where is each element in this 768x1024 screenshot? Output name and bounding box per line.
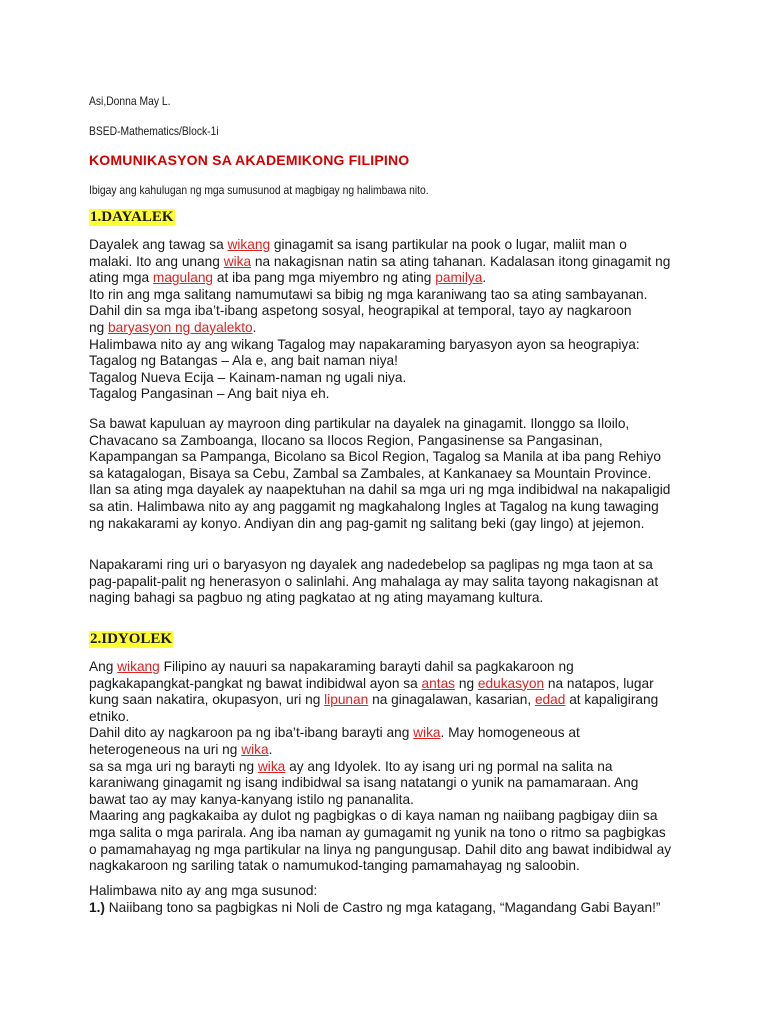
text-line: Ilan sa ating mga dayalek ay naapektuhan na dahil sa mga uri ng mga indibidwal na nakapaligid xyxy=(89,482,671,498)
wikang-link[interactable]: wikang xyxy=(227,237,271,252)
text-line: Tagalog Pangasinan – Ang bait niya eh. xyxy=(89,386,330,402)
text-line: o pamamahayag ng mga partikular na linya ng pangungusap. Dahil dito ang bawat indibidwal ay xyxy=(89,841,672,857)
text-line: Napakarami ring uri o baryasyon ng dayalek ang nadedebelop sa paglipas ng mga taon at sa xyxy=(89,557,653,572)
text-line: Halimbawa nito ay ang wikang Tagalog may napakaraming baryasyon ayon sa heograpiya: xyxy=(89,336,640,352)
text-line: Chavacano sa Zamboanga, Ilocano sa Ilocos Region, Pangasinense sa Pangasinan, xyxy=(89,432,603,448)
text-line: ng nakakarami ay konyo. Andiyan din ang pag-gamit ng salitang beki (gay lingo) at jejemon. xyxy=(89,515,645,531)
text-line: Kapampangan sa Pampanga, Bicolano sa Bicol Region, Tagalog sa Manila at iba pang Rehiyo xyxy=(89,449,661,465)
wika-link[interactable]: wika xyxy=(223,253,252,269)
text-line: kung saan nakatira, okupasyon, uri ng lipunan na ginagalawan, kasarian, edad at kapaligirang xyxy=(89,692,659,708)
heading-highlight: 1.DAYALEK xyxy=(90,209,174,225)
section-heading-dayalek xyxy=(89,208,175,226)
dayalek-paragraph-2 xyxy=(89,416,689,532)
text-line: Maaring ang pagkakaiba ay dulot ng pagbigkas o di kaya naman ng naiibang pagbigay diin sa xyxy=(89,808,658,824)
text-line: pagkakapangkat-pangkat ng bawat indibidwal ayon sa antas ng edukasyon na natapos, lugar xyxy=(89,675,654,691)
antas-link[interactable]: antas xyxy=(421,675,456,691)
text-line: Sa bawat kapuluan ay mayroon ding partikular na dayalek na ginagamit. Ilonggo sa Iloilo, xyxy=(89,416,630,431)
text-line: malaki. Ito ang unang wika na nakagisnan natin sa ating tahanan. Kadalasan itong ginagamit ng xyxy=(89,253,671,269)
pamilya-link[interactable]: pamilya xyxy=(435,270,483,286)
text-line: Dayalek ang tawag sa wikang ginagamit sa isang partikular na pook o lugar, maliit man o xyxy=(89,237,627,252)
text-line: ng baryasyon ng dayalekto. xyxy=(89,319,257,335)
text-line: 1.) Naiibang tono sa pagbigkas ni Noli de Castro ng mga katagang, “Magandang Gabi Bayan!” xyxy=(89,899,661,915)
dayalek-paragraph-1 xyxy=(89,237,689,403)
document-title: KOMUNIKASYON SA AKADEMIKONG FILIPINO xyxy=(89,152,410,168)
idyolek-paragraph-2 xyxy=(89,883,689,916)
dayalek-paragraph-3 xyxy=(89,557,689,607)
text-line: sa sa mga uri ng barayti ng wika ay ang Idyolek. Ito ay isang uri ng pormal na salita na xyxy=(89,758,613,774)
edad-link[interactable]: edad xyxy=(534,692,566,708)
edukasyon-link[interactable]: edukasyon xyxy=(477,675,545,691)
section-heading-idyolek xyxy=(89,630,173,648)
text-line: pag-papalit-palit ng henerasyon o salinlahi. Ang mahalaga ay may salita tayong nakagisnan at xyxy=(89,573,659,589)
text-line: Dahil dito ay nagkaroon pa ng iba’t-ibang barayti ang wika. May homogeneous at xyxy=(89,725,580,741)
course-block: BSED-Mathematics/Block-1i xyxy=(89,124,219,138)
wikang-link[interactable]: wikang xyxy=(117,659,160,674)
text-line: Halimbawa nito ay ang mga susunod: xyxy=(89,883,318,898)
magulang-link[interactable]: magulang xyxy=(152,270,214,286)
text-line: bawat tao ay may kanya-kanyang istilo ng pananalita. xyxy=(89,791,414,807)
baryasyon-link[interactable]: baryasyon ng dayalekto xyxy=(108,319,253,335)
lipunan-link[interactable]: lipunan xyxy=(324,692,369,708)
text-line: sa katagalogan, Bisaya sa Cebu, Zambal sa Zambales, at Kankanaey sa Mountain Province. xyxy=(89,465,652,481)
text-line: nagkakaroon ng sariling tatak o namumukod-tanging pamamahayag ng saloobin. xyxy=(89,858,580,874)
text-line: karaniwang ginagamit ng isang indibidwal sa isang natatangi o yunik na pamamaraan. Ang xyxy=(89,775,639,791)
wika-link[interactable]: wika xyxy=(257,758,286,774)
idyolek-paragraph-1 xyxy=(89,659,689,875)
text-line: Tagalog Nueva Ecija – Kainam-naman ng ugali niya. xyxy=(89,369,407,385)
author-name: Asi,Donna May L. xyxy=(89,94,171,108)
wika-link[interactable]: wika xyxy=(413,725,441,741)
text-line: naging bahagi sa pagbuo ng ating pagkatao at ng ating mayamang kultura. xyxy=(89,590,544,606)
text-line: ating mga magulang at iba pang mga miyembro ng ating pamilya. xyxy=(89,270,487,286)
text-line: sa atin. Halimbawa nito ay ang paggamit ng magkahalong Ingles at Tagalog na kung tawaging xyxy=(89,498,659,514)
heading-highlight: 2.IDYOLEK xyxy=(90,631,173,647)
text-line: mga salita o mga parirala. Ang iba naman ay gumagamit ng yunik na tono o ritmo sa pagbigkas xyxy=(89,824,666,840)
wika-link[interactable]: wika xyxy=(241,741,269,757)
instruction-text: Ibigay ang kahulugan ng mga sumusunod at magbigay ng halimbawa nito. xyxy=(89,183,429,197)
text-line: Tagalog ng Batangas – Ala e, ang bait naman niya! xyxy=(89,353,398,369)
text-line: etniko. xyxy=(89,708,130,724)
list-number: 1.) xyxy=(89,899,105,915)
text-line: Ito rin ang mga salitang namumutawi sa bibig ng mga karaniwang tao sa ating sambayanan. xyxy=(89,286,648,302)
text-line: Ang wikang Filipino ay nauuri sa napakaraming barayti dahil sa pagkakaroon ng xyxy=(89,659,574,674)
text-line: heterogeneous na uri ng wika. xyxy=(89,741,273,757)
text-line: Dahil din sa mga iba’t-ibang aspetong sosyal, heograpikal at temporal, tayo ay nagkaroon xyxy=(89,303,632,319)
